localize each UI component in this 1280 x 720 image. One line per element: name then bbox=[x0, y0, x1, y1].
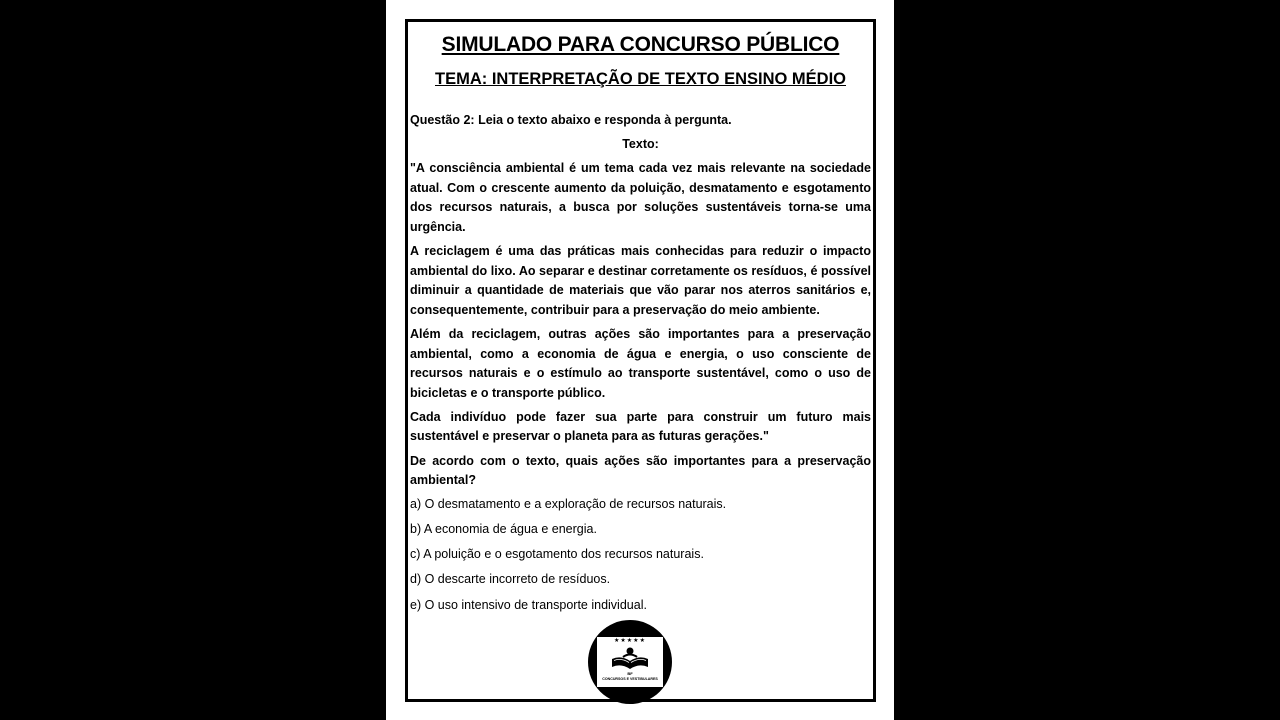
page-border-frame bbox=[405, 19, 876, 702]
logo-stars-icon: ★★★★★ bbox=[614, 638, 646, 644]
answer-option-a: a) O desmatamento e a exploração de recursos naturais. bbox=[410, 497, 727, 512]
text-paragraph: "A consciência ambiental é um tema cada vez mais relevante na sociedade atual. Com o crescente aumento da poluição, desmatamento e esgotamento dos recursos naturais, a busca por soluções sustentáveis torna-se uma urgência. bbox=[410, 161, 871, 234]
text-label: Texto: bbox=[622, 137, 659, 152]
document-page bbox=[386, 0, 894, 720]
question-content bbox=[410, 111, 871, 621]
answer-option-e: e) O uso intensivo de transporte individual. bbox=[410, 597, 647, 612]
page-subtitle: TEMA: INTERPRETAÇÃO DE TEXTO ENSINO MÉDIO bbox=[435, 70, 846, 88]
open-book-reader-icon bbox=[610, 645, 650, 671]
answer-option-b: b) A economia de água e energia. bbox=[410, 522, 597, 537]
brand-logo bbox=[588, 620, 672, 704]
logo-abbreviation: BF bbox=[627, 671, 633, 676]
page-title: SIMULADO PARA CONCURSO PÚBLICO bbox=[441, 33, 840, 56]
question-prompt: De acordo com o texto, quais ações são importantes para a preservação ambiental? bbox=[410, 453, 871, 488]
answer-option-d: d) O descarte incorreto de resíduos. bbox=[410, 572, 611, 587]
text-paragraph: Além da reciclagem, outras ações são importantes para a preservação ambiental, como a economia de água e energia, o uso consciente de recursos naturais e o estímulo ao transporte sustentável, como o uso de bicicletas e o transporte público. bbox=[410, 326, 871, 400]
logo-badge bbox=[597, 637, 663, 687]
question-intro: Questão 2: Leia o texto abaixo e responda à pergunta. bbox=[410, 113, 732, 127]
text-paragraph: Cada indivíduo pode fazer sua parte para construir um futuro mais sustentável e preservar o planeta para as futuras gerações." bbox=[410, 409, 871, 444]
logo-brand-name: CONCURSOS E VESTIBULARES bbox=[602, 677, 658, 681]
answer-option-c: c) A poluição e o esgotamento dos recursos naturais. bbox=[410, 547, 704, 562]
text-paragraph: A reciclagem é uma das práticas mais conhecidas para reduzir o impacto ambiental do lixo. Ao separar e destinar corretamente os resíduos, é possível diminuir a quantidade de materiais que vão parar nos aterros sanitários e, consequentemente, contribuir para a preservação do meio ambiente. bbox=[410, 244, 871, 317]
